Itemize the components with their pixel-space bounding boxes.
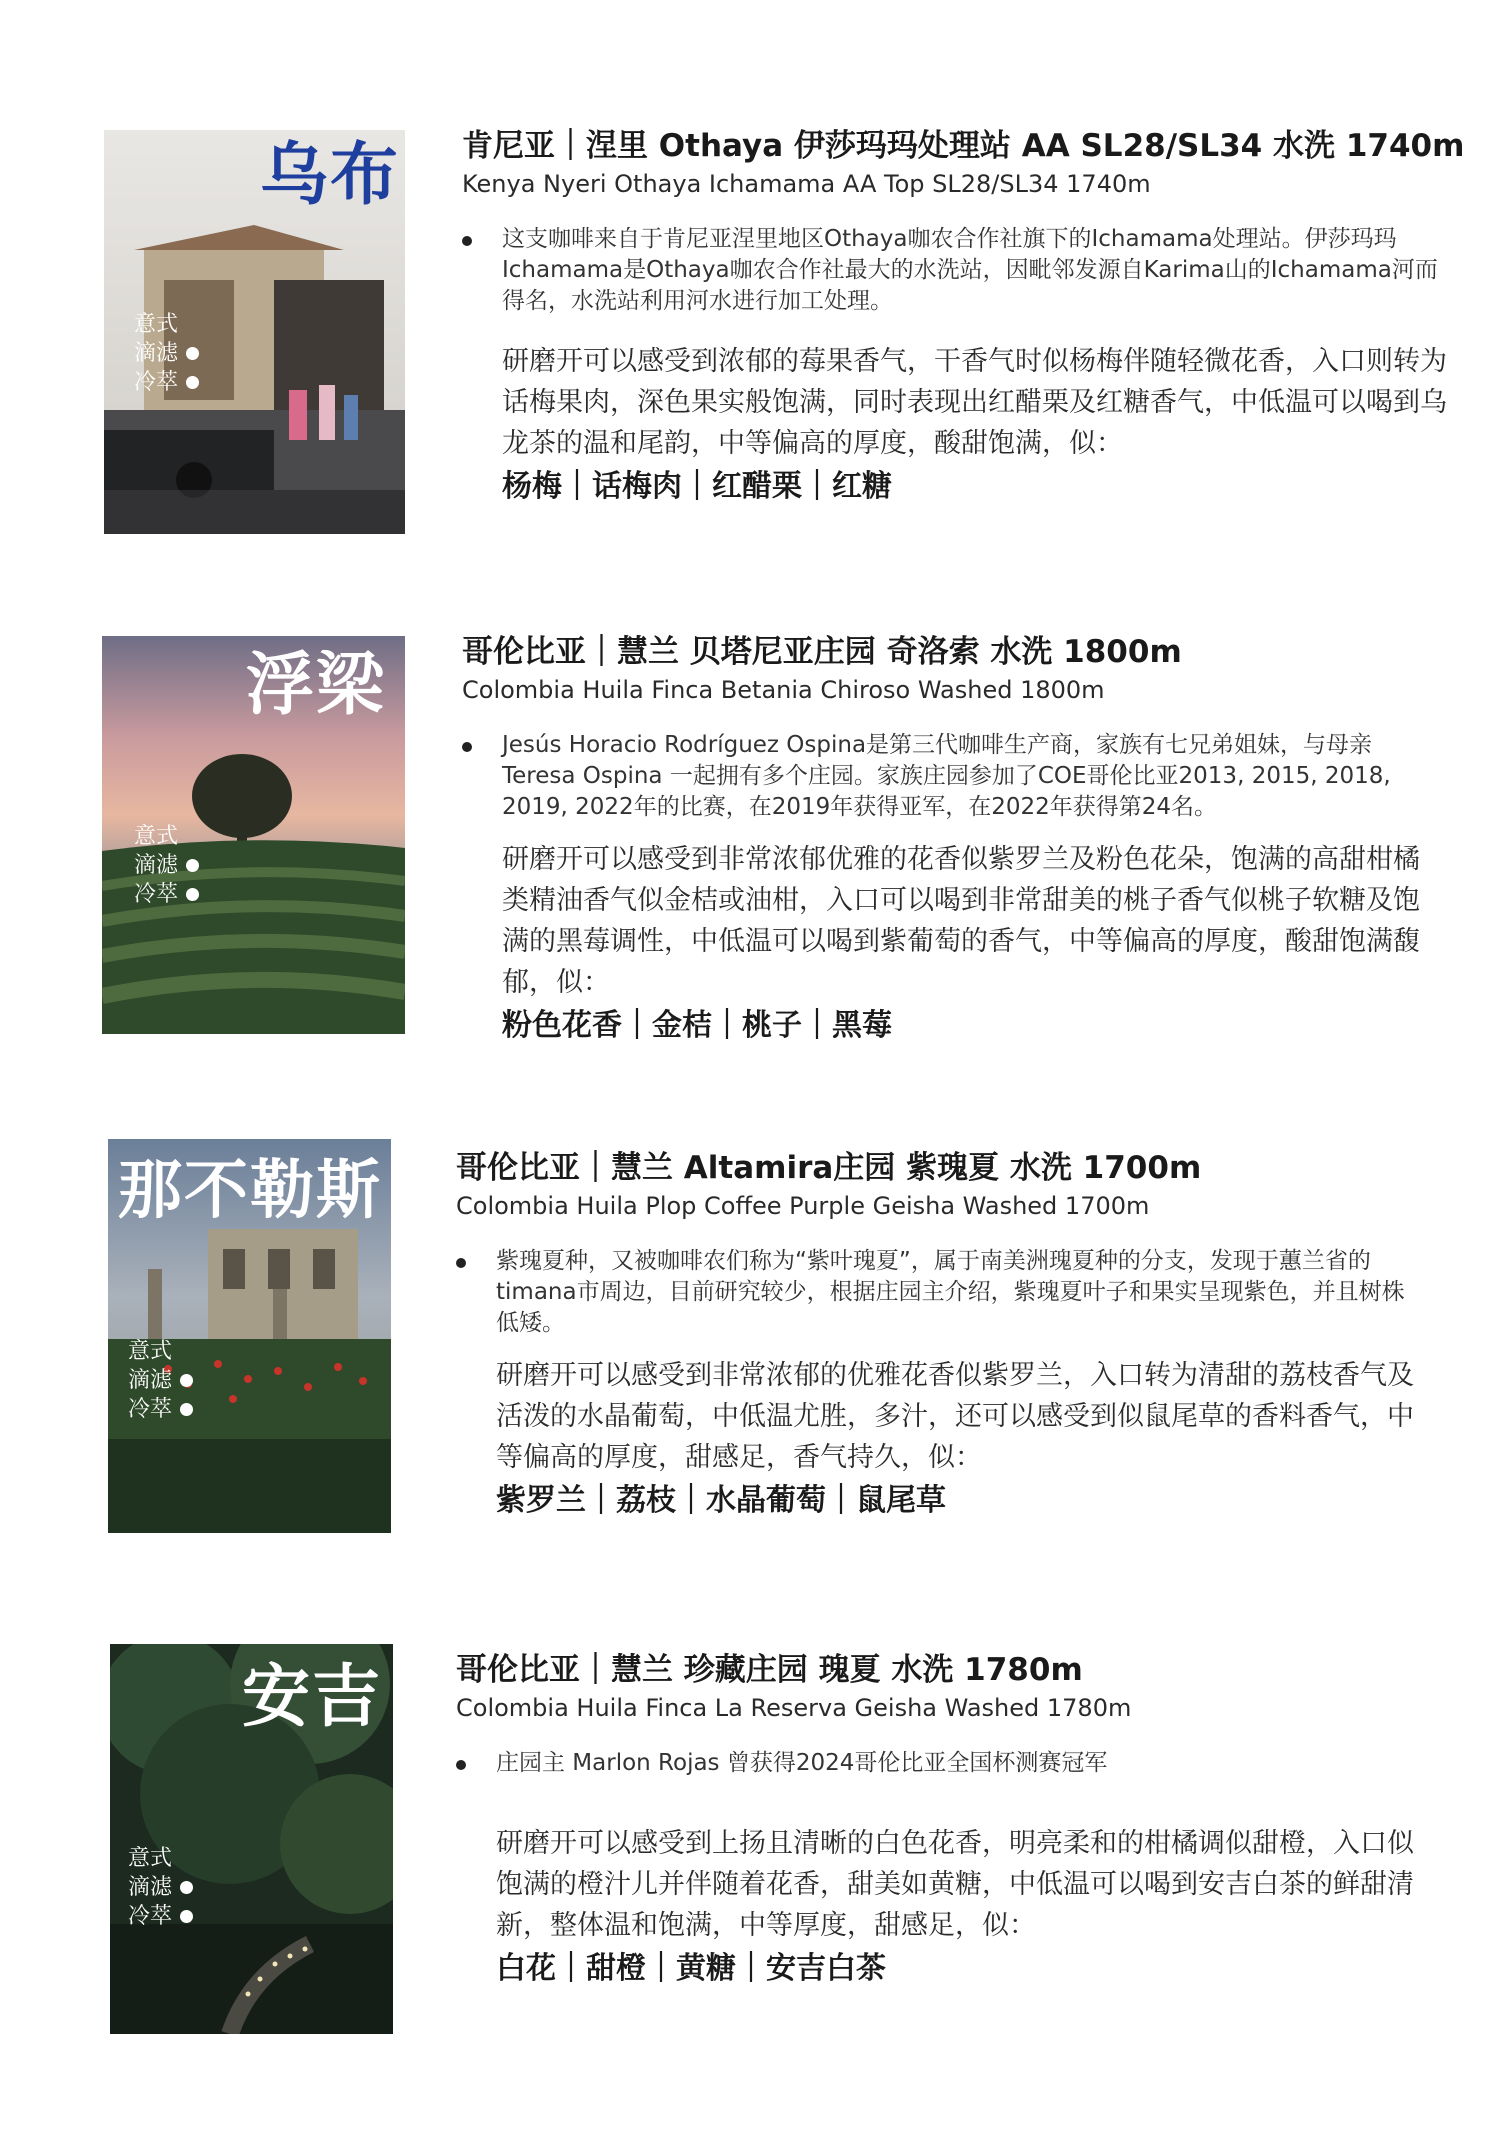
entry-text xyxy=(456,1148,1416,1522)
dot-icon xyxy=(180,1403,193,1416)
origin-note xyxy=(462,730,1432,823)
flavor-notes: 粉色花香｜金桔｜桃子｜黑莓 xyxy=(502,1008,892,1043)
method-label: 冷萃 xyxy=(134,370,179,395)
photo-title: 乌布 xyxy=(260,136,401,215)
flavor-description: 研磨开可以感受到上扬且清晰的白色花香，明亮柔和的柑橘调似甜橙，入口似饱满的橙汁儿并伴随着花香，甜美如黄糖，中低温可以喝到安吉白茶的鲜甜清新，整体温和饱满，中等厚度，甜感足，似： xyxy=(496,1828,1414,1941)
method-espresso xyxy=(128,1844,193,1873)
dot-icon xyxy=(180,1345,193,1358)
method-label: 意式 xyxy=(128,1846,173,1871)
origin-note xyxy=(462,224,1452,317)
bullet-icon xyxy=(456,1760,466,1770)
flavor-notes: 白花｜甜橙｜黄糖｜安吉白茶 xyxy=(496,1951,886,1986)
method-label: 滴滤 xyxy=(134,853,179,878)
entry-photo xyxy=(104,130,405,534)
dot-icon xyxy=(186,830,199,843)
method-label: 滴滤 xyxy=(128,1875,173,1900)
method-label: 意式 xyxy=(128,1339,173,1364)
origin-text: 庄园主 Marlon Rojas 曾获得2024哥伦比亚全国杯测赛冠军 xyxy=(496,1750,1108,1776)
origin-text: Jesús Horacio Rodríguez Ospina是第三代咖啡生产商，家族有七兄弟姐妹，与母亲 Teresa Ospina 一起拥有多个庄园。家族庄园参加了COE哥伦比亚2013, 2015, 2018, 2019, 2022年的比赛，在2019年获得亚军，在2022年获得第24名。 xyxy=(502,732,1391,820)
entry-photo xyxy=(108,1139,391,1533)
method-label: 冷萃 xyxy=(128,1904,173,1929)
method-espresso xyxy=(134,310,199,339)
entry-text xyxy=(456,1650,1416,1990)
brew-methods xyxy=(134,822,199,909)
dot-icon xyxy=(186,318,199,331)
brew-methods xyxy=(128,1337,193,1424)
title-cn: 哥伦比亚｜慧兰 贝塔尼亚庄园 奇洛索 水洗 1800m xyxy=(462,634,1182,670)
method-label: 冷萃 xyxy=(128,1397,173,1422)
brew-methods xyxy=(128,1844,193,1931)
flavor-notes: 紫罗兰｜荔枝｜水晶葡萄｜鼠尾草 xyxy=(496,1483,946,1518)
entry-text xyxy=(462,126,1465,508)
photo-title: 浮梁 xyxy=(246,646,387,725)
dot-icon xyxy=(186,347,199,360)
method-label: 滴滤 xyxy=(134,341,179,366)
title-en: Colombia Huila Finca Betania Chiroso Washed 1800m xyxy=(462,676,1105,704)
entry-photo xyxy=(102,636,405,1034)
method-coldbrew xyxy=(134,368,199,397)
dot-icon xyxy=(186,859,199,872)
method-pourover xyxy=(128,1366,193,1395)
method-coldbrew xyxy=(134,880,199,909)
method-coldbrew xyxy=(128,1395,193,1424)
method-pourover xyxy=(134,339,199,368)
flavor-description: 研磨开可以感受到非常浓郁的优雅花香似紫罗兰，入口转为清甜的荔枝香气及活泼的水晶葡萄，中低温尤胜，多汁，还可以感受到似鼠尾草的香料香气，中等偏高的厚度，甜感足，香气持久，似： xyxy=(496,1360,1414,1473)
bullet-icon xyxy=(462,742,472,752)
entry-text xyxy=(462,632,1432,1047)
method-pourover xyxy=(128,1873,193,1902)
dot-icon xyxy=(180,1852,193,1865)
title-cn: 肯尼亚｜涅里 Othaya 伊莎玛玛处理站 AA SL28/SL34 水洗 1740m xyxy=(462,128,1465,164)
entry-photo xyxy=(110,1644,393,2034)
method-espresso xyxy=(134,822,199,851)
title-cn: 哥伦比亚｜慧兰 珍藏庄园 瑰夏 水洗 1780m xyxy=(456,1652,1083,1688)
title-en: Colombia Huila Plop Coffee Purple Geisha Washed 1700m xyxy=(456,1192,1150,1220)
method-label: 意式 xyxy=(134,312,179,337)
method-espresso xyxy=(128,1337,193,1366)
dot-icon xyxy=(180,1881,193,1894)
bullet-icon xyxy=(456,1258,466,1268)
dot-icon xyxy=(180,1374,193,1387)
flavor-description: 研磨开可以感受到浓郁的莓果香气，干香气时似杨梅伴随轻微花香，入口则转为话梅果肉，深色果实般饱满，同时表现出红醋栗及红糖香气，中低温可以喝到乌龙茶的温和尾韵，中等偏高的厚度，酸甜饱满，似： xyxy=(502,346,1447,459)
title-en: Colombia Huila Finca La Reserva Geisha Washed 1780m xyxy=(456,1694,1132,1722)
method-label: 意式 xyxy=(134,824,179,849)
origin-text: 这支咖啡来自于肯尼亚涅里地区Othaya咖农合作社旗下的Ichamama处理站。伊莎玛玛Ichamama是Othaya咖农合作社最大的水洗站，因毗邻发源自Karima山的Ichamama河而得名，水洗站利用河水进行加工处理。 xyxy=(502,226,1438,314)
origin-note xyxy=(456,1246,1416,1339)
dot-icon xyxy=(186,888,199,901)
photo-title: 那不勒斯 xyxy=(118,1154,382,1228)
method-label: 滴滤 xyxy=(128,1368,173,1393)
method-pourover xyxy=(134,851,199,880)
bullet-icon xyxy=(462,236,472,246)
title-en: Kenya Nyeri Othaya Ichamama AA Top SL28/SL34 1740m xyxy=(462,170,1151,198)
origin-note xyxy=(456,1748,1416,1779)
flavor-description: 研磨开可以感受到非常浓郁优雅的花香似紫罗兰及粉色花朵，饱满的高甜柑橘类精油香气似金桔或油柑，入口可以喝到非常甜美的桃子香气似桃子软糖及饱满的黑莓调性，中低温可以喝到紫葡萄的香气，中等偏高的厚度，酸甜饱满馥郁，似： xyxy=(502,844,1420,998)
title-cn: 哥伦比亚｜慧兰 Altamira庄园 紫瑰夏 水洗 1700m xyxy=(456,1150,1202,1186)
method-label: 冷萃 xyxy=(134,882,179,907)
dot-icon xyxy=(180,1910,193,1923)
brew-methods xyxy=(134,310,199,397)
dot-icon xyxy=(186,376,199,389)
origin-text: 紫瑰夏种，又被咖啡农们称为“紫叶瑰夏”，属于南美洲瑰夏种的分支，发现于蕙兰省的timana市周边，目前研究较少，根据庄园主介绍，紫瑰夏叶子和果实呈现紫色，并且树株低矮。 xyxy=(496,1248,1405,1336)
photo-title: 安吉 xyxy=(242,1658,383,1737)
flavor-notes: 杨梅｜话梅肉｜红醋栗｜红糖 xyxy=(502,469,892,504)
method-coldbrew xyxy=(128,1902,193,1931)
